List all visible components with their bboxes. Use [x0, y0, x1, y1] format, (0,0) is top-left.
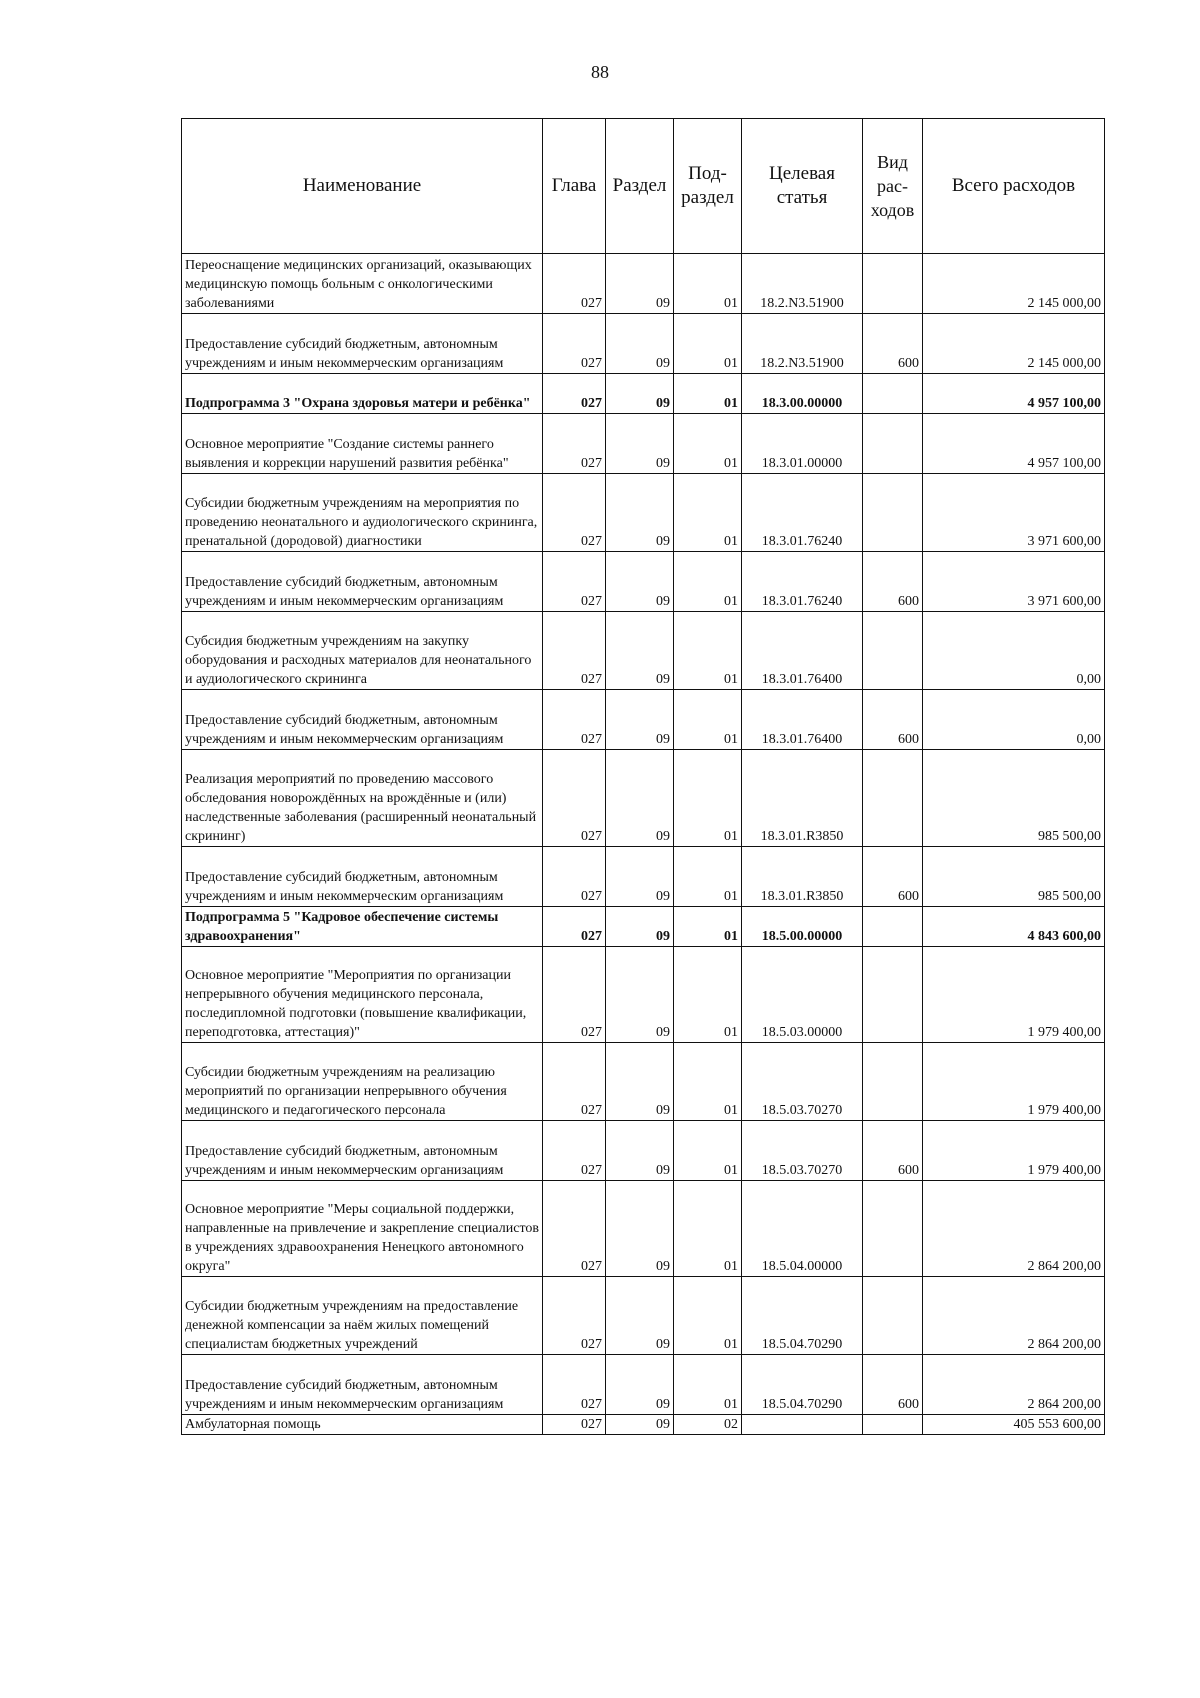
cell-vsego: 2 864 200,00 [923, 1277, 1105, 1355]
cell-podrazdel: 01 [674, 374, 742, 414]
table-row [182, 907, 1105, 947]
table-row [182, 847, 1105, 907]
cell-razdel: 09 [606, 907, 674, 947]
cell-razdel: 09 [606, 1277, 674, 1355]
table-row [182, 690, 1105, 750]
cell-vsego: 4 957 100,00 [923, 414, 1105, 474]
cell-razdel: 09 [606, 254, 674, 314]
cell-name: Предоставление субсидий бюджетным, автономным учреждениям и иным некоммерческим организациям [182, 314, 543, 374]
table-row [182, 1181, 1105, 1277]
table-row [182, 1355, 1105, 1415]
table-row [182, 947, 1105, 1043]
cell-vid [863, 254, 923, 314]
table-row [182, 414, 1105, 474]
cell-name: Субсидия бюджетным учреждениям на закупку оборудования и расходных материалов для неонатального и аудиологического скрининга [182, 612, 543, 690]
cell-glava: 027 [543, 947, 606, 1043]
cell-glava: 027 [543, 1181, 606, 1277]
cell-vid: 600 [863, 552, 923, 612]
cell-vid [863, 1277, 923, 1355]
cell-razdel: 09 [606, 690, 674, 750]
cell-podrazdel: 01 [674, 750, 742, 847]
cell-glava: 027 [543, 1043, 606, 1121]
cell-glava: 027 [543, 374, 606, 414]
cell-podrazdel: 01 [674, 552, 742, 612]
header-razdel: Раздел [606, 119, 674, 254]
table-row [182, 374, 1105, 414]
cell-podrazdel: 01 [674, 947, 742, 1043]
cell-celevaya: 18.5.03.70270 [742, 1121, 863, 1181]
cell-podrazdel: 01 [674, 1121, 742, 1181]
cell-glava: 027 [543, 1415, 606, 1435]
cell-razdel: 09 [606, 474, 674, 552]
cell-celevaya: 18.3.01.76240 [742, 474, 863, 552]
cell-glava: 027 [543, 314, 606, 374]
cell-name: Предоставление субсидий бюджетным, автономным учреждениям и иным некоммерческим организациям [182, 552, 543, 612]
cell-podrazdel: 01 [674, 847, 742, 907]
cell-name: Предоставление субсидий бюджетным, автономным учреждениям и иным некоммерческим организациям [182, 847, 543, 907]
page-number: 88 [591, 62, 609, 82]
cell-name: Реализация мероприятий по проведению массового обследования новорождённых на врождённые и (или) наследственные заболевания (расширенный неонатальный скрининг) [182, 750, 543, 847]
cell-name: Подпрограмма 5 "Кадровое обеспечение системы здравоохранения" [182, 907, 543, 947]
cell-name: Субсидии бюджетным учреждениям на предоставление денежной компенсации за наём жилых помещений специалистам бюджетных учреждений [182, 1277, 543, 1355]
cell-podrazdel: 01 [674, 1043, 742, 1121]
cell-podrazdel: 01 [674, 1181, 742, 1277]
cell-podrazdel: 01 [674, 1355, 742, 1415]
cell-podrazdel: 01 [674, 474, 742, 552]
cell-podrazdel: 01 [674, 612, 742, 690]
cell-razdel: 09 [606, 847, 674, 907]
cell-vid [863, 907, 923, 947]
table-row [182, 612, 1105, 690]
table-body [182, 254, 1105, 1435]
table-row [182, 1277, 1105, 1355]
cell-name: Предоставление субсидий бюджетным, автономным учреждениям и иным некоммерческим организациям [182, 1121, 543, 1181]
cell-vsego: 985 500,00 [923, 750, 1105, 847]
cell-name: Предоставление субсидий бюджетным, автономным учреждениям и иным некоммерческим организациям [182, 1355, 543, 1415]
cell-razdel: 09 [606, 1355, 674, 1415]
cell-glava: 027 [543, 750, 606, 847]
cell-celevaya: 18.5.04.70290 [742, 1355, 863, 1415]
cell-celevaya: 18.3.01.00000 [742, 414, 863, 474]
cell-name: Подпрограмма 3 "Охрана здоровья матери и ребёнка" [182, 374, 543, 414]
cell-razdel: 09 [606, 1181, 674, 1277]
cell-vsego: 3 971 600,00 [923, 552, 1105, 612]
cell-vid [863, 612, 923, 690]
cell-vsego: 3 971 600,00 [923, 474, 1105, 552]
cell-celevaya: 18.3.00.00000 [742, 374, 863, 414]
cell-name: Основное мероприятие "Мероприятия по организации непрерывного обучения медицинского персонала, последипломной подготовки (повышение квалификации, переподготовка, аттестация)" [182, 947, 543, 1043]
cell-celevaya: 18.5.03.00000 [742, 947, 863, 1043]
cell-celevaya: 18.3.01.R3850 [742, 847, 863, 907]
cell-razdel: 09 [606, 374, 674, 414]
cell-vsego: 1 979 400,00 [923, 1043, 1105, 1121]
cell-vid [863, 1043, 923, 1121]
cell-razdel: 09 [606, 612, 674, 690]
table-row [182, 1043, 1105, 1121]
cell-vid [863, 474, 923, 552]
cell-celevaya: 18.5.00.00000 [742, 907, 863, 947]
cell-glava: 027 [543, 1277, 606, 1355]
table-row [182, 474, 1105, 552]
header-podrazdel: Под- раздел [674, 119, 742, 254]
cell-vid [863, 1415, 923, 1435]
cell-razdel: 09 [606, 552, 674, 612]
cell-vsego: 4 957 100,00 [923, 374, 1105, 414]
cell-vid: 600 [863, 847, 923, 907]
cell-razdel: 09 [606, 947, 674, 1043]
cell-glava: 027 [543, 1121, 606, 1181]
cell-podrazdel: 01 [674, 314, 742, 374]
cell-name: Субсидии бюджетным учреждениям на реализацию мероприятий по организации непрерывного обучения медицинского и педагогического персонала [182, 1043, 543, 1121]
cell-vsego: 4 843 600,00 [923, 907, 1105, 947]
cell-razdel: 09 [606, 1121, 674, 1181]
cell-celevaya: 18.2.N3.51900 [742, 314, 863, 374]
cell-glava: 027 [543, 414, 606, 474]
cell-name: Основное мероприятие "Создание системы раннего выявления и коррекции нарушений развития ребёнка" [182, 414, 543, 474]
cell-celevaya: 18.3.01.76400 [742, 612, 863, 690]
cell-vsego: 1 979 400,00 [923, 947, 1105, 1043]
cell-vid [863, 750, 923, 847]
cell-name: Предоставление субсидий бюджетным, автономным учреждениям и иным некоммерческим организациям [182, 690, 543, 750]
cell-vsego: 2 145 000,00 [923, 314, 1105, 374]
cell-glava: 027 [543, 612, 606, 690]
cell-vid: 600 [863, 1355, 923, 1415]
header-row [182, 119, 1105, 254]
cell-razdel: 09 [606, 750, 674, 847]
cell-glava: 027 [543, 847, 606, 907]
cell-glava: 027 [543, 1355, 606, 1415]
cell-celevaya: 18.3.01.76400 [742, 690, 863, 750]
table-row [182, 1121, 1105, 1181]
cell-podrazdel: 01 [674, 1277, 742, 1355]
cell-podrazdel: 01 [674, 907, 742, 947]
cell-razdel: 09 [606, 314, 674, 374]
cell-podrazdel: 01 [674, 414, 742, 474]
cell-vsego: 1 979 400,00 [923, 1121, 1105, 1181]
header-vsego: Всего расходов [923, 119, 1105, 254]
cell-vid: 600 [863, 690, 923, 750]
cell-celevaya: 18.5.04.70290 [742, 1277, 863, 1355]
table-row [182, 1415, 1105, 1435]
cell-name: Переоснащение медицинских организаций, оказывающих медицинскую помощь больным с онкологическими заболеваниями [182, 254, 543, 314]
header-glava: Глава [543, 119, 606, 254]
cell-razdel: 09 [606, 1043, 674, 1121]
cell-vid: 600 [863, 1121, 923, 1181]
cell-glava: 027 [543, 552, 606, 612]
cell-glava: 027 [543, 907, 606, 947]
cell-celevaya: 18.5.03.70270 [742, 1043, 863, 1121]
cell-podrazdel: 01 [674, 690, 742, 750]
cell-name: Основное мероприятие "Меры социальной поддержки, направленные на привлечение и закрепление специалистов в учреждениях здравоохранения Ненецкого автономного округа" [182, 1181, 543, 1277]
cell-celevaya: 18.3.01.R3850 [742, 750, 863, 847]
cell-glava: 027 [543, 690, 606, 750]
cell-name: Субсидии бюджетным учреждениям на мероприятия по проведению неонатального и аудиологического скрининга, пренатальной (дородовой) диагностики [182, 474, 543, 552]
cell-vsego: 405 553 600,00 [923, 1415, 1105, 1435]
header-name: Наименование [182, 119, 543, 254]
cell-vid [863, 947, 923, 1043]
cell-vid [863, 374, 923, 414]
header-celevaya: Целевая статья [742, 119, 863, 254]
header-vid: Вид рас- ходов [863, 119, 923, 254]
cell-celevaya [742, 1415, 863, 1435]
cell-vsego: 2 864 200,00 [923, 1181, 1105, 1277]
table-row [182, 254, 1105, 314]
table-row [182, 552, 1105, 612]
cell-celevaya: 18.3.01.76240 [742, 552, 863, 612]
cell-vsego: 985 500,00 [923, 847, 1105, 907]
cell-razdel: 09 [606, 1415, 674, 1435]
cell-glava: 027 [543, 474, 606, 552]
cell-celevaya: 18.2.N3.51900 [742, 254, 863, 314]
table-row [182, 314, 1105, 374]
cell-podrazdel: 02 [674, 1415, 742, 1435]
budget-table [181, 118, 1105, 1435]
cell-vid: 600 [863, 314, 923, 374]
cell-glava: 027 [543, 254, 606, 314]
table-row [182, 750, 1105, 847]
cell-razdel: 09 [606, 414, 674, 474]
cell-vid [863, 1181, 923, 1277]
cell-vsego: 2 145 000,00 [923, 254, 1105, 314]
cell-name: Амбулаторная помощь [182, 1415, 543, 1435]
cell-podrazdel: 01 [674, 254, 742, 314]
cell-vsego: 0,00 [923, 612, 1105, 690]
cell-celevaya: 18.5.04.00000 [742, 1181, 863, 1277]
cell-vid [863, 414, 923, 474]
cell-vsego: 2 864 200,00 [923, 1355, 1105, 1415]
cell-vsego: 0,00 [923, 690, 1105, 750]
